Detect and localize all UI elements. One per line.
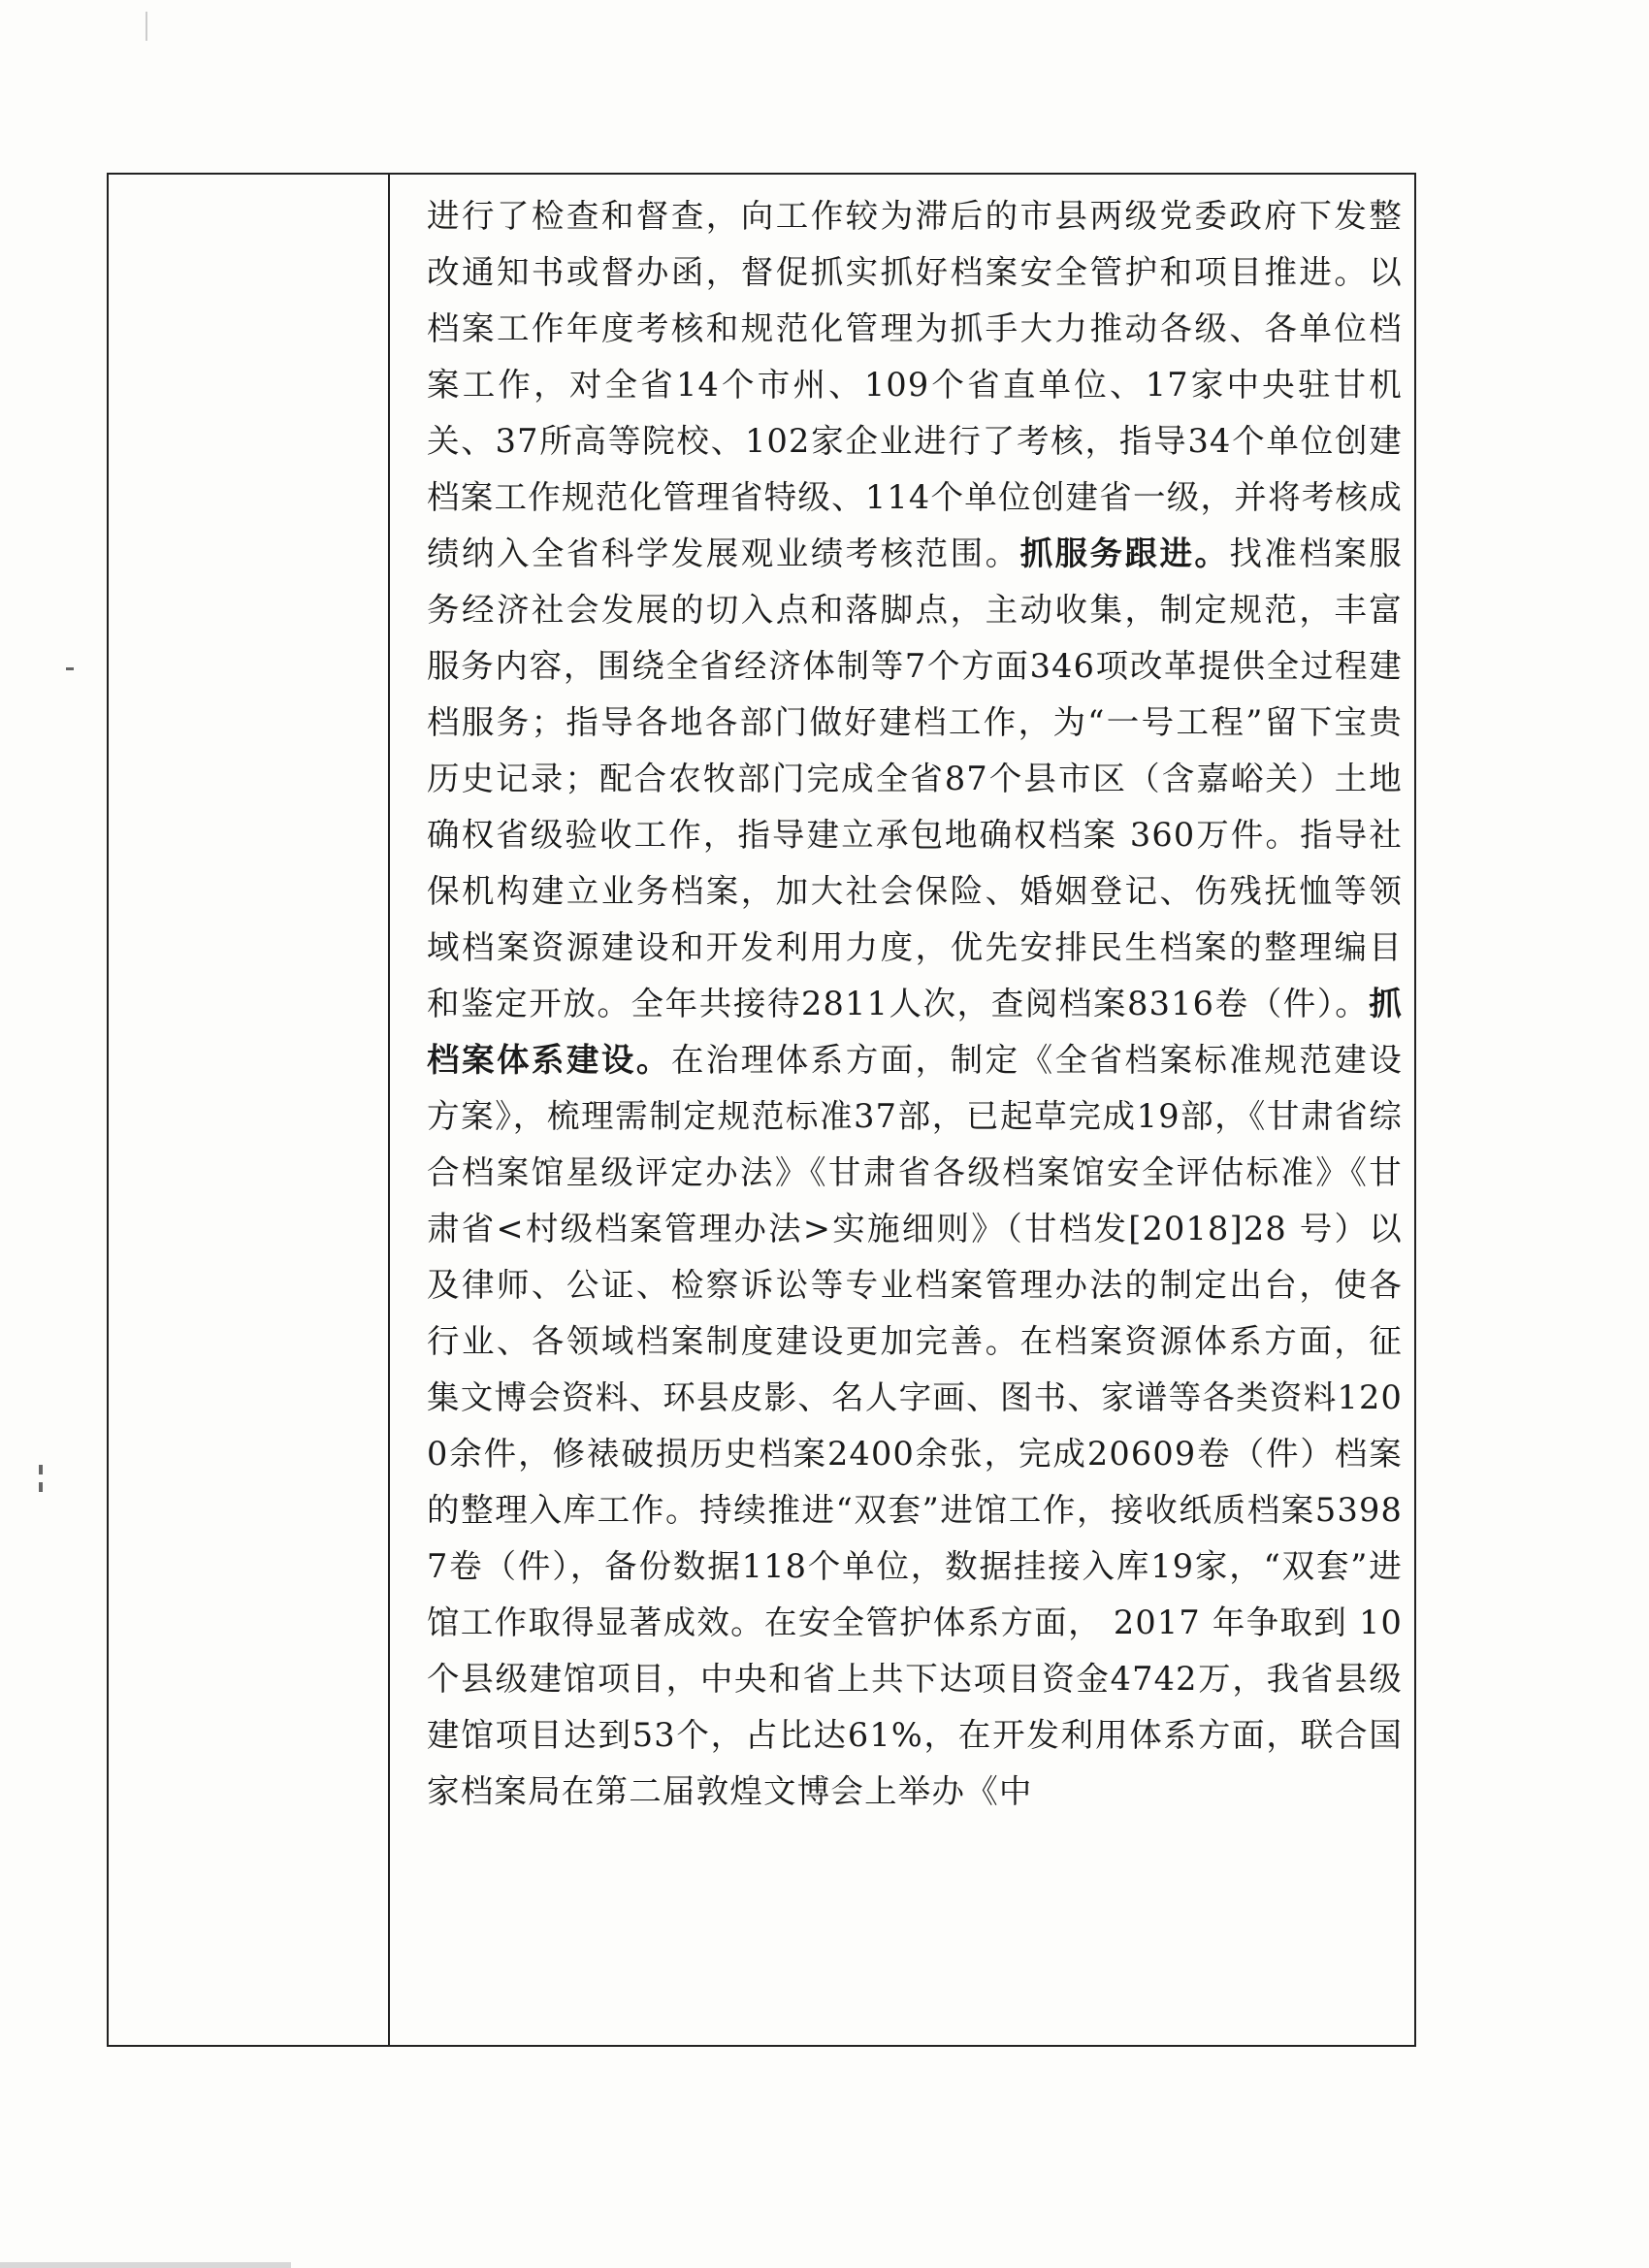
section-heading-system: 抓档案体系建设。 bbox=[427, 985, 1403, 1079]
section-heading-service: 抓服务跟进。 bbox=[1019, 535, 1230, 572]
margin-tick bbox=[39, 1465, 43, 1474]
scan-edge bbox=[0, 2262, 291, 2268]
margin-tick bbox=[66, 667, 74, 670]
table-content-cell bbox=[390, 175, 1414, 2045]
body-paragraph bbox=[427, 188, 1403, 1820]
scan-artifact-mark bbox=[146, 12, 161, 41]
content-table bbox=[107, 173, 1416, 2047]
text-segment: 找准档案服务经济社会发展的切入点和落脚点，主动收集，制定规范，丰富服务内容，围绕全省经济体制等7个方面346项改革提供全过程建档服务；指导各地各部门做好建档工作，为“一号工程”留下宝贵历史记录；配合农牧部门完成全省87个县市区（含嘉峪关）土地确权省级验收工作，指导建立承包地确权档案 360万件。指导社保机构建立业务档案，加大社会保险、婚姻登记、伤残抚恤等领域档案资源建设和开发利用力度，优先安排民生档案的整理编目和鉴定开放。全年共接待2811人次，查阅档案8316卷（件）。 bbox=[427, 535, 1404, 1022]
margin-tick bbox=[39, 1482, 43, 1492]
text-segment: 进行了检查和督查，向工作较为滞后的市县两级党委政府下发整改通知书或督办函，督促抓实抓好档案安全管护和项目推进。以档案工作年度考核和规范化管理为抓手大力推动各级、各单位档案工作，对全省14个市州、109个省直单位、17家中央驻甘机关、37所高等院校、102家企业进行了考核，指导34个单位创建档案工作规范化管理省特级、114个单位创建省一级，并将考核成绩纳入全省科学发展观业绩考核范围。 bbox=[427, 197, 1403, 572]
text-segment: 在治理体系方面，制定《全省档案标准规范建设方案》，梳理需制定规范标准37部，已起草完成19部，《甘肃省综合档案馆星级评定办法》《甘肃省各级档案馆安全评估标准》《甘肃省<村级档案管理办法>实施细则》（甘档发[2018]28 号）以及律师、公证、检察诉讼等专业档案管理办法的制定出台，使各行业、各领域档案制度建设更加完善。在档案资源体系方面，征集文博会资料、环县皮影、名人字画、图书、家谱等各类资料1200余件，修裱破损历史档案2400余张，完成20609卷（件）档案的整理入库工作。持续推进“双套”进馆工作，接收纸质档案53987卷（件），备份数据118个单位，数据挂接入库19家，“双套”进馆工作取得显著成效。在安全管护体系方面， 2017 年争取到 10个县级建馆项目，中央和省上共下达项目资金4742万，我省县级建馆项目达到53个，占比达61%，在开发利用体系方面，联合国家档案局在第二届敦煌文博会上举办《中 bbox=[427, 1041, 1404, 1810]
table-label-cell bbox=[109, 175, 390, 2045]
